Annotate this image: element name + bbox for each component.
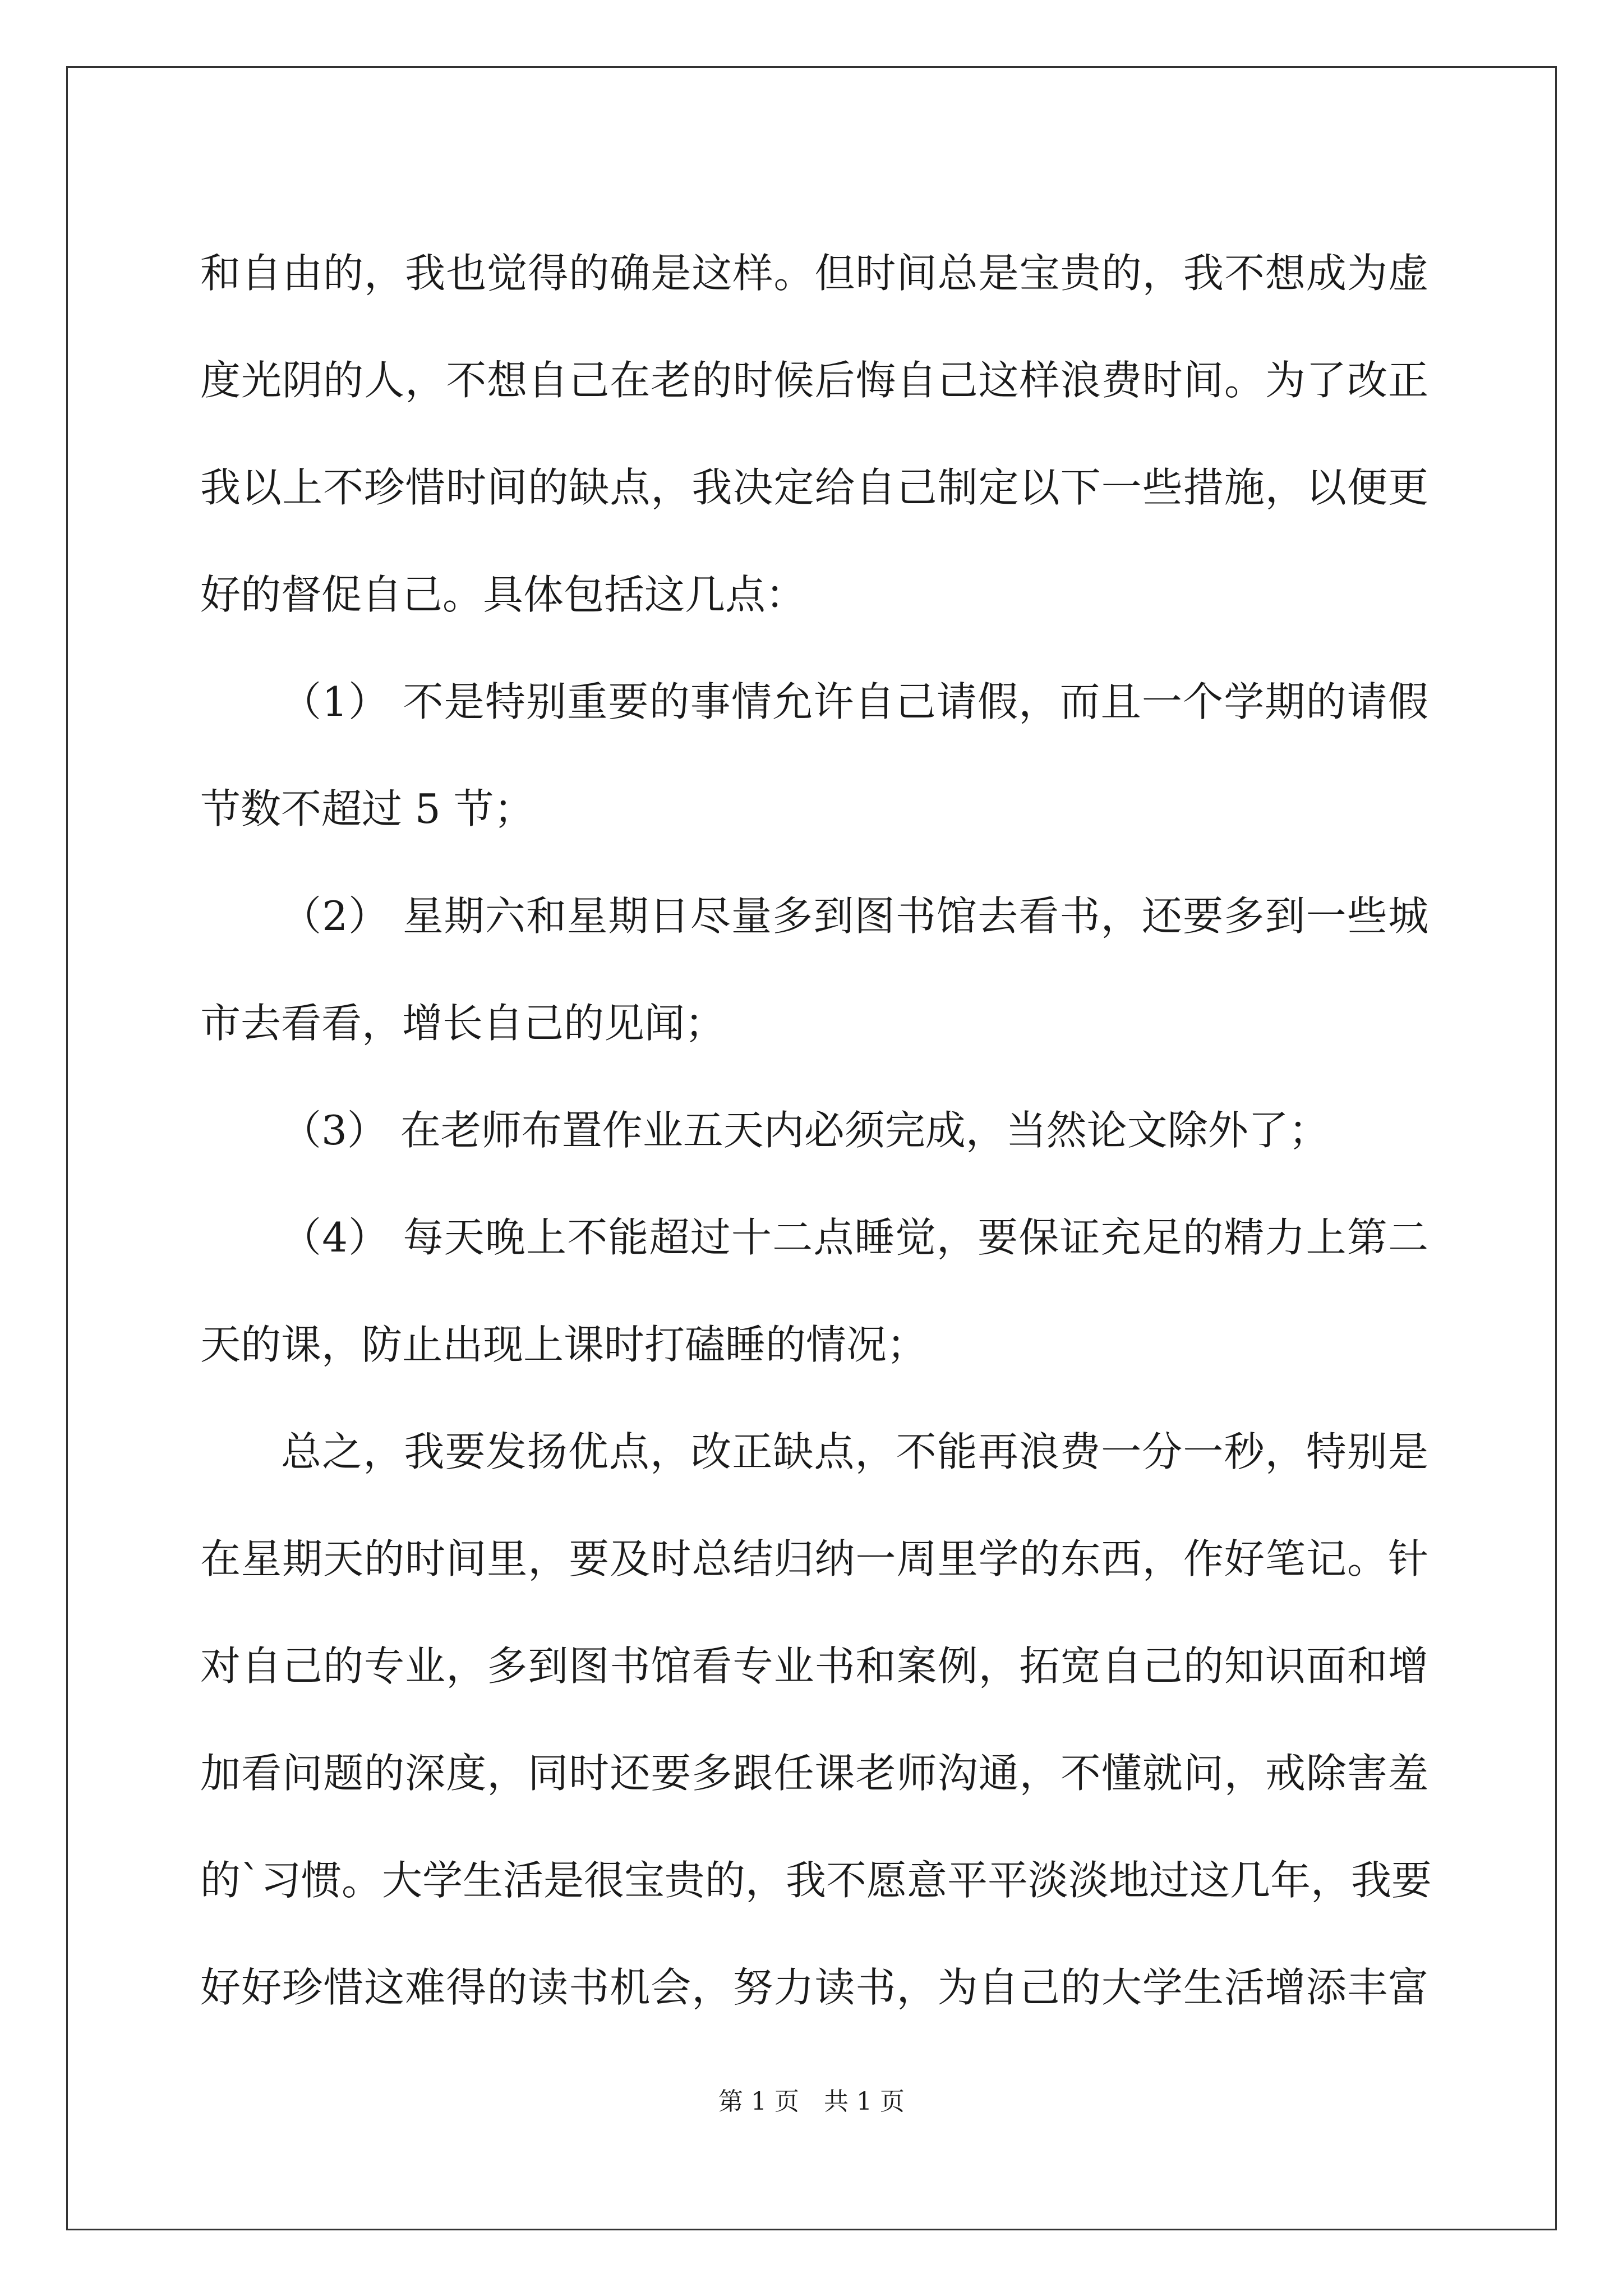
text-line: 好的督促自己。具体包括这几点： [200,571,806,618]
text-line: 我以上不珍惜时间的缺点，我决定给自己制定以下一些措施，以便更 [200,464,1428,511]
text-line: 市去看看，增长自己的见闻； [200,1000,726,1047]
text-line: 度光阴的人，不想自己在老的时候后悔自己这样浪费时间。为了改正 [200,357,1428,404]
document-body [200,220,1432,2041]
text-line: 加看问题的深度，同时还要多跟任课老师沟通，不懂就问，戒除害羞 [200,1750,1428,1797]
text-line: 和自由的，我也觉得的确是这样。但时间总是宝贵的，我不想成为虚 [200,250,1428,297]
text-line: （3） 在老师布置作业五天内必须完成，当然论文除外了； [281,1107,1329,1154]
text-line: （4） 每天晚上不能超过十二点睡觉，要保证充足的精力上第二 [281,1214,1428,1261]
text-line: （1） 不是特别重要的事情允许自己请假，而且一个学期的请假 [281,678,1428,725]
text-line: 的`习惯。大学生活是很宝贵的，我不愿意平平淡淡地过这几年，我要 [200,1857,1432,1904]
text-line: 天的课，防止出现上课时打磕睡的情况； [200,1321,928,1368]
text-line: 在星期天的时间里，要及时总结归纳一周里学的东西，作好笔记。针 [200,1535,1428,1582]
text-line: 对自己的专业，多到图书馆看专业书和案例，拓宽自己的知识面和增 [200,1642,1428,1690]
text-line: （2） 星期六和星期日尽量多到图书馆去看书，还要多到一些城 [281,892,1428,940]
page-number-footer: 第 1 页 共 1 页 [718,2087,905,2116]
text-line: 好好珍惜这难得的读书机会，努力读书，为自己的大学生活增添丰富 [200,1964,1428,2011]
text-line: 节数不超过 5 节； [200,785,534,832]
text-line: 总之，我要发扬优点，改正缺点，不能再浪费一分一秒，特别是 [281,1428,1428,1475]
